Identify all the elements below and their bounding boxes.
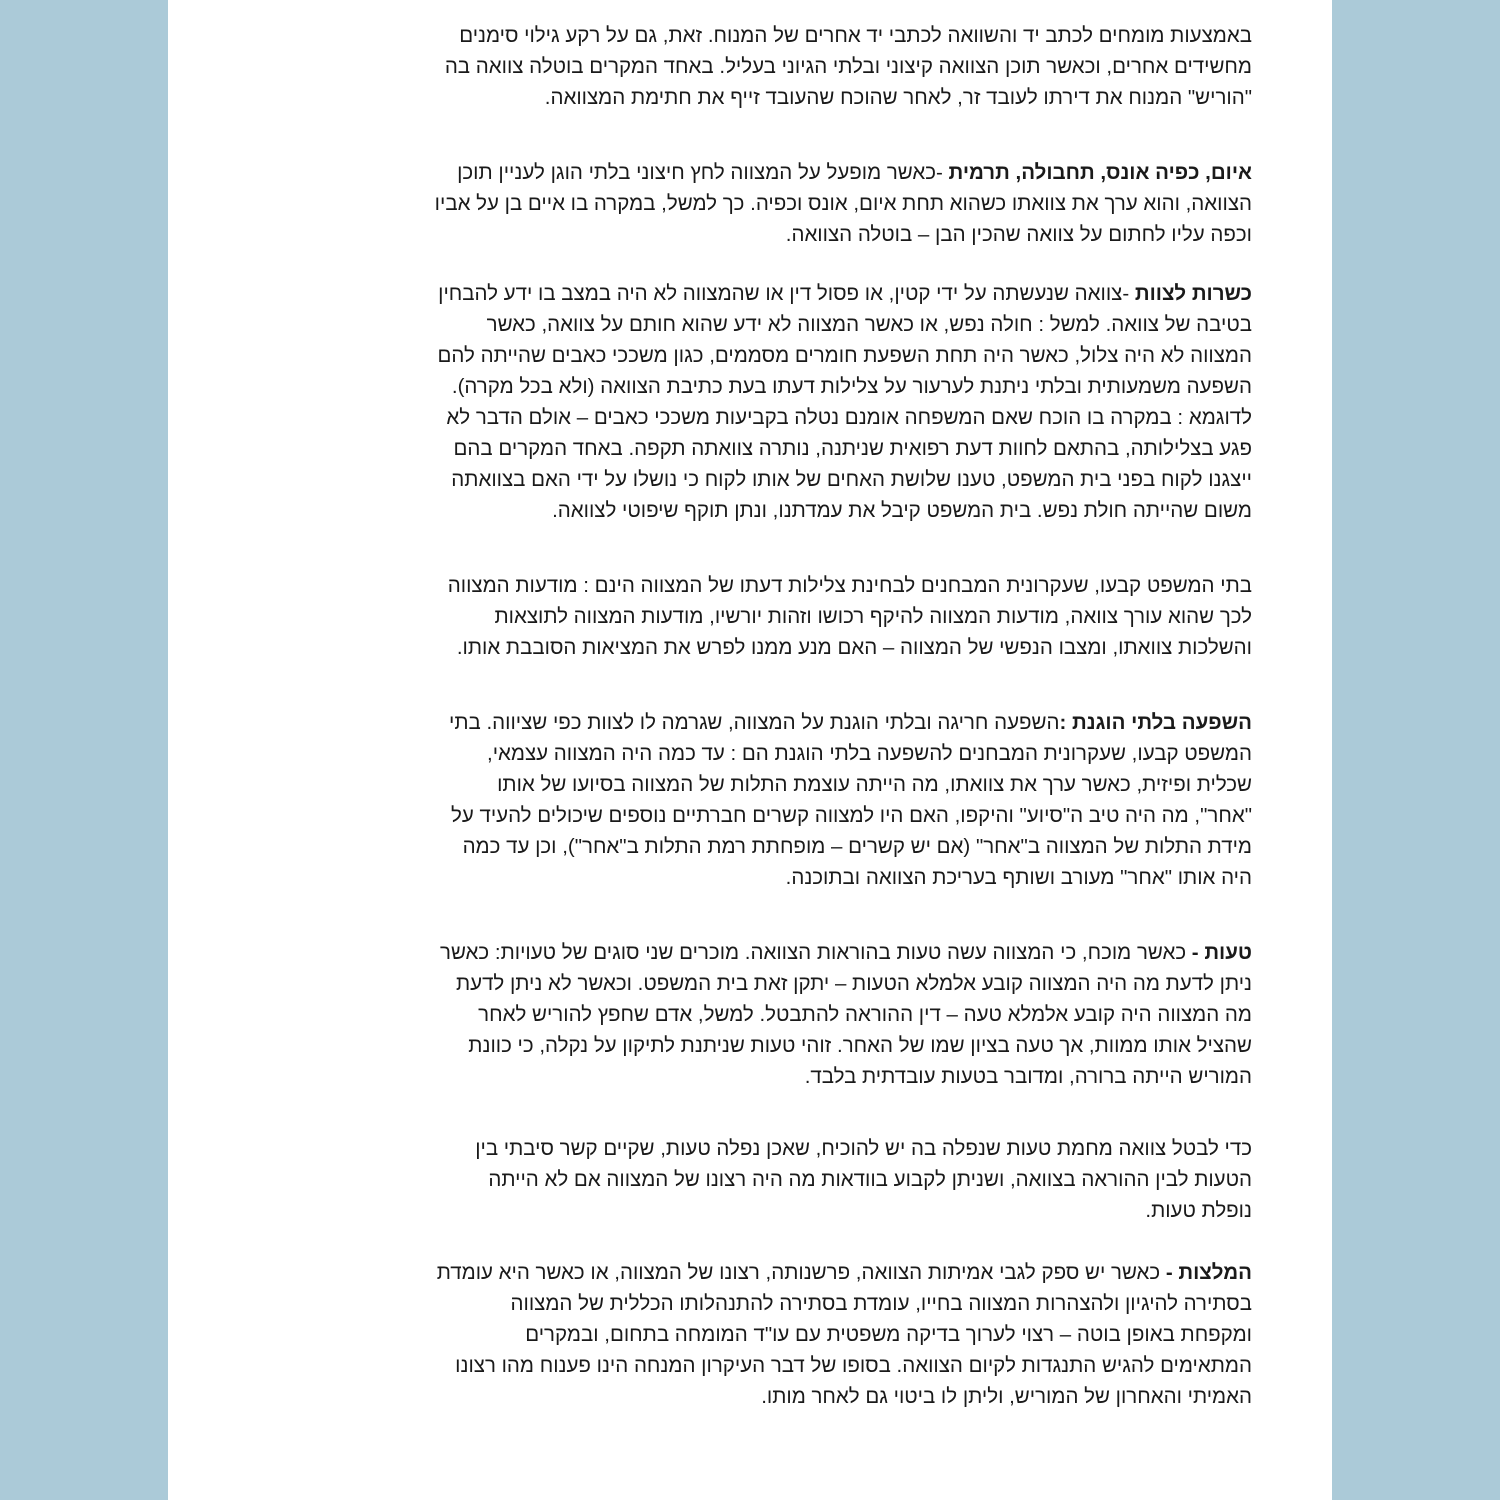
text-line: "אחר", מה היה טיב ה"סיוע" והיקפו, האם היו למצווה קשרים חברתיים נוספים שיכולים להעיד על [450,804,1252,827]
section-heading-recommendations: המלצות - [1165,1261,1252,1284]
text-line: המוריש הייתה ברורה, ומדובר בטעות עובדתית בלבד. [804,1065,1252,1088]
section-heading-capacity: כשרות לצוות [1134,282,1252,305]
paragraph-mistake [300,937,1252,1092]
text-line [300,157,1252,188]
text-line: ייצגנו לקוח בפני בית המשפט, טענו שלושת האחים של אותו לקוח כי נושלו על ידי האם בצוואתה [451,468,1252,491]
text-line: המצווה לא היה צלול, כאשר היה תחת השפעת חומרים מסממים, כגון משככי כאבים שהייתה להם [437,344,1252,367]
text-line: לדוגמא : במקרה בו הוכח שאם המשפחה אומנם נטלה בקביעות משככי כאבים – אולם הדבר לא [446,406,1252,429]
paragraph-spacer [300,526,1252,570]
text-line: הטעות לבין ההוראה בצוואה, ושניתן לקבוע בוודאות מה היה רצונו של המצווה אם לא הייתה [488,1168,1252,1191]
document-page [168,0,1332,1500]
text-line: "הוריש" המנוח את דירתו לעובד זר, לאחר שהוכח שהעובד זייף את חתימת המצוואה. [544,86,1252,109]
paragraph-coercion [300,157,1252,250]
text-line: פגע בצלילותה, בהתאם לחוות דעת רפואית שניתנה, נותרה צוואתה תקפה. באחד המקרים בהם [453,437,1252,460]
paragraph-undue-influence [300,707,1252,893]
paragraph-spacer [300,1226,1252,1257]
text-line: מה המצווה היה קובע אלמלא טעה – דין ההוראה להתבטל. למשל, אדם שחפץ להוריש לאחר [478,1003,1252,1026]
paragraph-mistake-annulment [300,1133,1252,1226]
text-line: הצוואה, והוא ערך את צוואתו כשהוא תחת איום, אונס וכפיה. כך למשל, במקרה בו איים בן על אביו [434,192,1252,215]
section-lead-text: השפעה חריגה ובלתי הוגנת על המצווה, שגרמה לו לצוות כפי שציווה. בתי [449,711,1060,734]
text-line: משום שהייתה חולת נפש. בית המשפט קיבל את עמדתנו, ונתן תוקף שיפוטי לצוואה. [552,499,1252,522]
paragraph-spacer [300,893,1252,937]
paragraph-spacer [300,663,1252,707]
text-line: השפעה משמעותית ובלתי ניתנת לערעור על צלילות דעתו בעת כתיבת הצוואה (ולא בכל מקרה). [451,375,1252,398]
paragraph-recommendations [300,1257,1252,1412]
paragraph-court-tests [300,570,1252,663]
section-lead-text: -צוואה שנעשתה על ידי קטין, או פסול דין או שהמצווה לא היה במצב בו ידע להבחין [438,282,1135,305]
text-line: לכך שהוא עורך צוואה, מודעות המצווה להיקף רכושו וזהות יורשיו, מודעות המצווה לתוצאות [494,605,1252,628]
paragraph-spacer [300,1092,1252,1133]
text-line: והשלכות צוואתו, ומצבו הנפשי של המצווה – האם מנע ממנו לפרש את המציאות הסובבת אותו. [456,636,1252,659]
text-line: וכפה עליו לחתום על צוואה שהכין הבן – בוטלה הצוואה. [785,223,1252,246]
text-line: בטיבה של צוואה. למשל : חולה נפש, או כאשר המצווה לא ידע שהוא חותם על צוואה, כאשר [486,313,1252,336]
paragraph-spacer [300,113,1252,157]
text-line: בתי המשפט קבעו, שעקרונית המבחנים לבחינת צלילות דעתו של המצווה הינם : מודעות המצווה [447,574,1252,597]
text-line: ומקפחת באופן בוטה – רצוי לערוך בדיקה משפטית עם עו"ד המומחה בתחום, ובמקרים [525,1323,1252,1346]
text-line [300,707,1252,738]
text-line: ניתן לדעת מה היה המצווה קובע אלמלא הטעות – יתקן זאת בית המשפט. וכאשר לא ניתן לדעת [455,972,1252,995]
text-line: האמיתי והאחרון של המוריש, וליתן לו ביטוי גם לאחר מותו. [761,1385,1252,1408]
document-body [300,20,1252,1412]
text-line: שהציל אותו ממוות, אך טעה בציון שמו של האחר. זוהי טעות שניתנת לתיקון על נקלה, כי כוונת [468,1034,1252,1057]
text-line: שכלית ופיזית, כאשר ערך את צוואתו, מה הייתה עוצמת התלות של המצווה בסיועו של אותו [497,773,1252,796]
text-line: נופלת טעות. [1145,1199,1252,1222]
text-line [300,937,1252,968]
paragraph-forgery-conclusion [300,20,1252,113]
section-lead-text: כאשר מוכח, כי המצווה עשה טעות בהוראות הצוואה. מוכרים שני סוגים של טעויות: כאשר [440,941,1192,964]
section-lead-text: -כאשר מופעל על המצווה לחץ חיצוני בלתי הוגן לעניין תוכן [457,161,949,184]
text-line [300,1257,1252,1288]
section-heading-mistake: טעות - [1191,941,1252,964]
text-line: מידת התלות של המצווה ב"אחר" (אם יש קשרים – מופחתת רמת התלות ב"אחר"), וכן עד כמה [462,835,1252,858]
text-line: המשפט קבעו, שעקרונית המבחנים להשפעה בלתי הוגנת הם : עד כמה היה המצווה עצמאי, [487,742,1252,765]
paragraph-spacer [300,250,1252,278]
text-line [300,278,1252,309]
text-line: בסתירה להיגיון ולהצהרות המצווה בחייו, עומדת בסתירה להתנהלותו הכללית של המצווה [510,1292,1252,1315]
text-line: מחשידים אחרים, וכאשר תוכן הצוואה קיצוני ובלתי הגיוני בעליל. באחד המקרים בוטלה צוואה בה [444,55,1252,78]
text-line: המתאימים להגיש התנגדות לקיום הצוואה. בסופו של דבר העיקרון המנחה הינו פענוח מהו רצונו [455,1354,1252,1377]
paragraph-capacity [300,278,1252,526]
text-line: באמצעות מומחים לכתב יד והשוואה לכתבי יד אחרים של המנוח. זאת, גם על רקע גילוי סימנים [459,24,1252,47]
section-heading-coercion: איום, כפיה אונס, תחבולה, תרמית [948,161,1252,184]
section-lead-text: כאשר יש ספק לגבי אמיתות הצוואה, פרשנותה, רצונו של המצווה, או כאשר היא עומדת [436,1261,1166,1284]
section-heading-undue-influence: השפעה בלתי הוגנת : [1059,711,1252,734]
text-line: כדי לבטל צוואה מחמת טעות שנפלה בה יש להוכיח, שאכן נפלה טעות, שקיים קשר סיבתי בין [475,1137,1252,1160]
text-line: היה אותו "אחר" מעורב ושותף בעריכת הצוואה ובתוכנה. [785,866,1252,889]
